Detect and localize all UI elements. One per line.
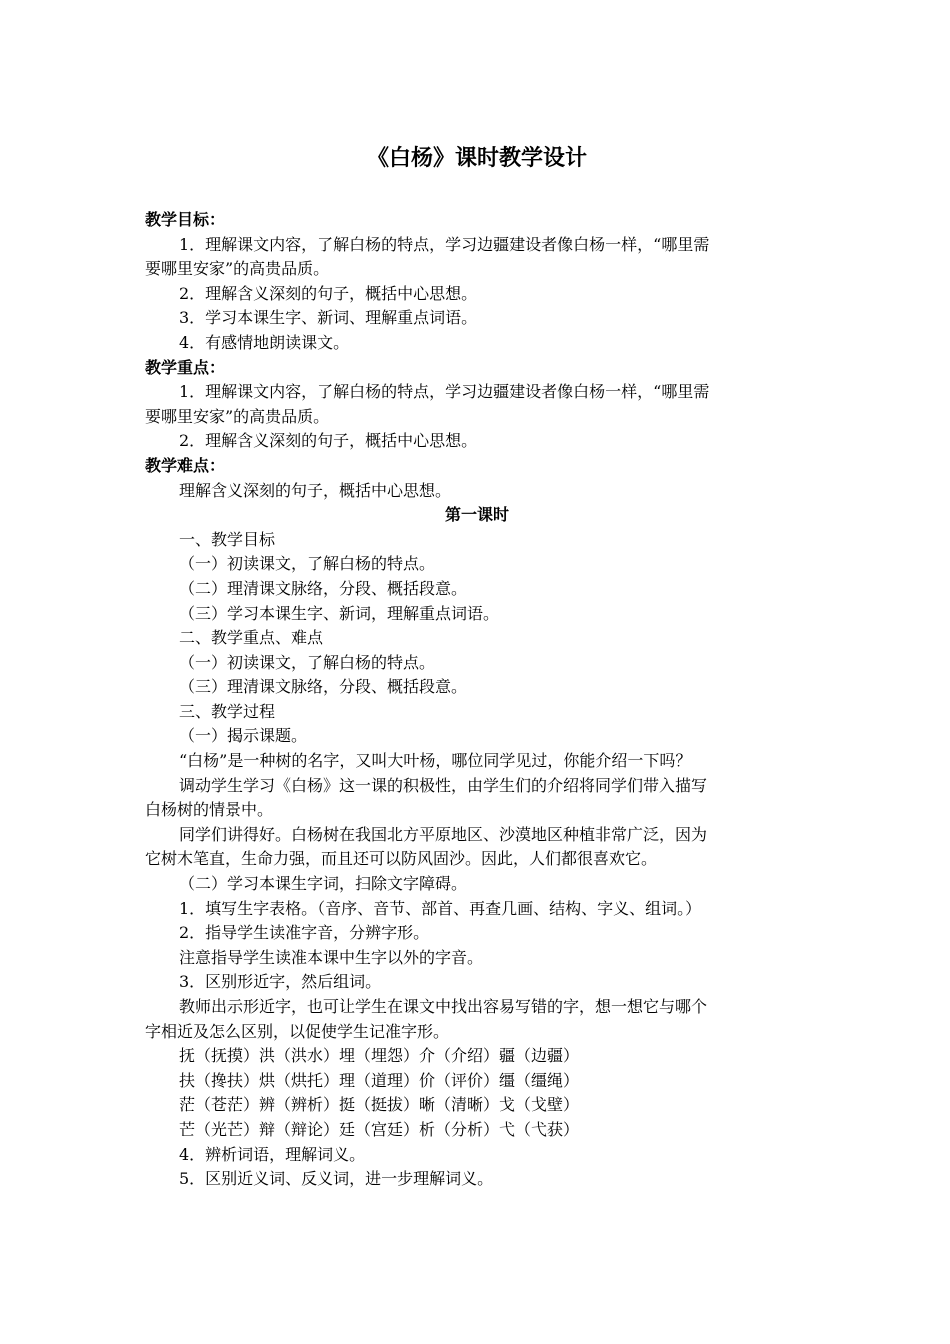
text-line: 1．填写生字表格。（音序、音节、部首、再查几画、结构、字义、组词。）: [179, 898, 702, 918]
document-body: [145, 208, 809, 1192]
text-line: 白杨树的情景中。: [145, 800, 274, 820]
section-heading: 教学重点：: [145, 357, 226, 377]
text-line: 茫（苍茫）辨（辨析）挺（挺拔）晰（清晰）戈（戈壁）: [179, 1095, 580, 1115]
text-line: （三）理清课文脉络，分段、概括段意。: [179, 677, 468, 697]
section-heading: 第一课时: [444, 505, 509, 525]
text-line: 2．理解含义深刻的句子，概括中心思想。: [179, 283, 478, 303]
text-line: （二）理清课文脉络，分段、概括段意。: [179, 578, 468, 598]
text-line: 1．理解课文内容，了解白杨的特点，学习边疆建设者像白杨一样，“哪里需: [179, 382, 710, 402]
text-line: （一）初读课文，了解白杨的特点。: [179, 652, 436, 672]
text-line: 同学们讲得好。白杨树在我国北方平原地区、沙漠地区种植非常广泛，因为: [179, 824, 708, 844]
text-line: 要哪里安家”的高贵品质。: [145, 259, 330, 279]
text-line: 理解含义深刻的句子，概括中心思想。: [179, 480, 452, 500]
text-line: 要哪里安家”的高贵品质。: [145, 406, 330, 426]
text-line: 教师出示形近字，也可让学生在课文中找出容易写错的字，想一想它与哪个: [179, 997, 708, 1016]
text-line: 3．学习本课生字、新词、理解重点词语。: [179, 308, 478, 328]
section-heading: 教学目标：: [145, 210, 226, 229]
text-line: （一）揭示课题。: [179, 726, 308, 746]
text-line: 2．理解含义深刻的句子，概括中心思想。: [179, 431, 478, 451]
text-line: 4．辨析词语，理解词义。: [179, 1144, 366, 1164]
text-line: 三、教学过程: [179, 701, 276, 721]
text-line: 抚（抚摸）洪（洪水）埋（埋怨）介（介绍）疆（边疆）: [179, 1046, 580, 1066]
text-line: 字相近及怎么区别，以促使学生记准字形。: [145, 1021, 450, 1041]
text-line: 3．区别形近字，然后组词。: [179, 972, 382, 992]
text-line: 扶（搀扶）烘（烘托）理（道理）价（评价）缰（缰绳）: [179, 1070, 580, 1090]
text-line: 1．理解课文内容，了解白杨的特点，学习边疆建设者像白杨一样，“哪里需: [179, 234, 710, 254]
text-line: 调动学生学习《白杨》这一课的积极性，由学生们的介绍将同学们带入描写: [179, 775, 708, 795]
text-line: 5．区别近义词、反义词，进一步理解词义。: [179, 1169, 494, 1189]
text-line: 芒（光芒）辩（辩论）廷（宫廷）析（分析）弋（弋获）: [179, 1119, 580, 1139]
text-line: 一、教学目标: [179, 529, 276, 549]
text-line: （三）学习本课生字、新词，理解重点词语。: [179, 603, 500, 623]
text-line: “白杨”是一种树的名字，又叫大叶杨，哪位同学见过，你能介绍一下吗？: [179, 751, 692, 771]
text-line: （二）学习本课生字词，扫除文字障碍。: [179, 874, 468, 894]
section-heading: 教学难点：: [145, 455, 226, 475]
text-line: 2．指导学生读准字音，分辨字形。: [179, 923, 430, 943]
text-line: 它树木笔直，生命力强，而且还可以防风固沙。因此，人们都很喜欢它。: [145, 849, 658, 869]
text-line: （一）初读课文，了解白杨的特点。: [179, 554, 436, 574]
text-line: 二、教学重点、难点: [179, 628, 324, 648]
text-line: 4．有感情地朗读课文。: [179, 332, 350, 352]
text-line: 注意指导学生读准本课中生字以外的字音。: [179, 947, 484, 967]
document-title: 《白杨》课时教学设计: [366, 146, 587, 171]
